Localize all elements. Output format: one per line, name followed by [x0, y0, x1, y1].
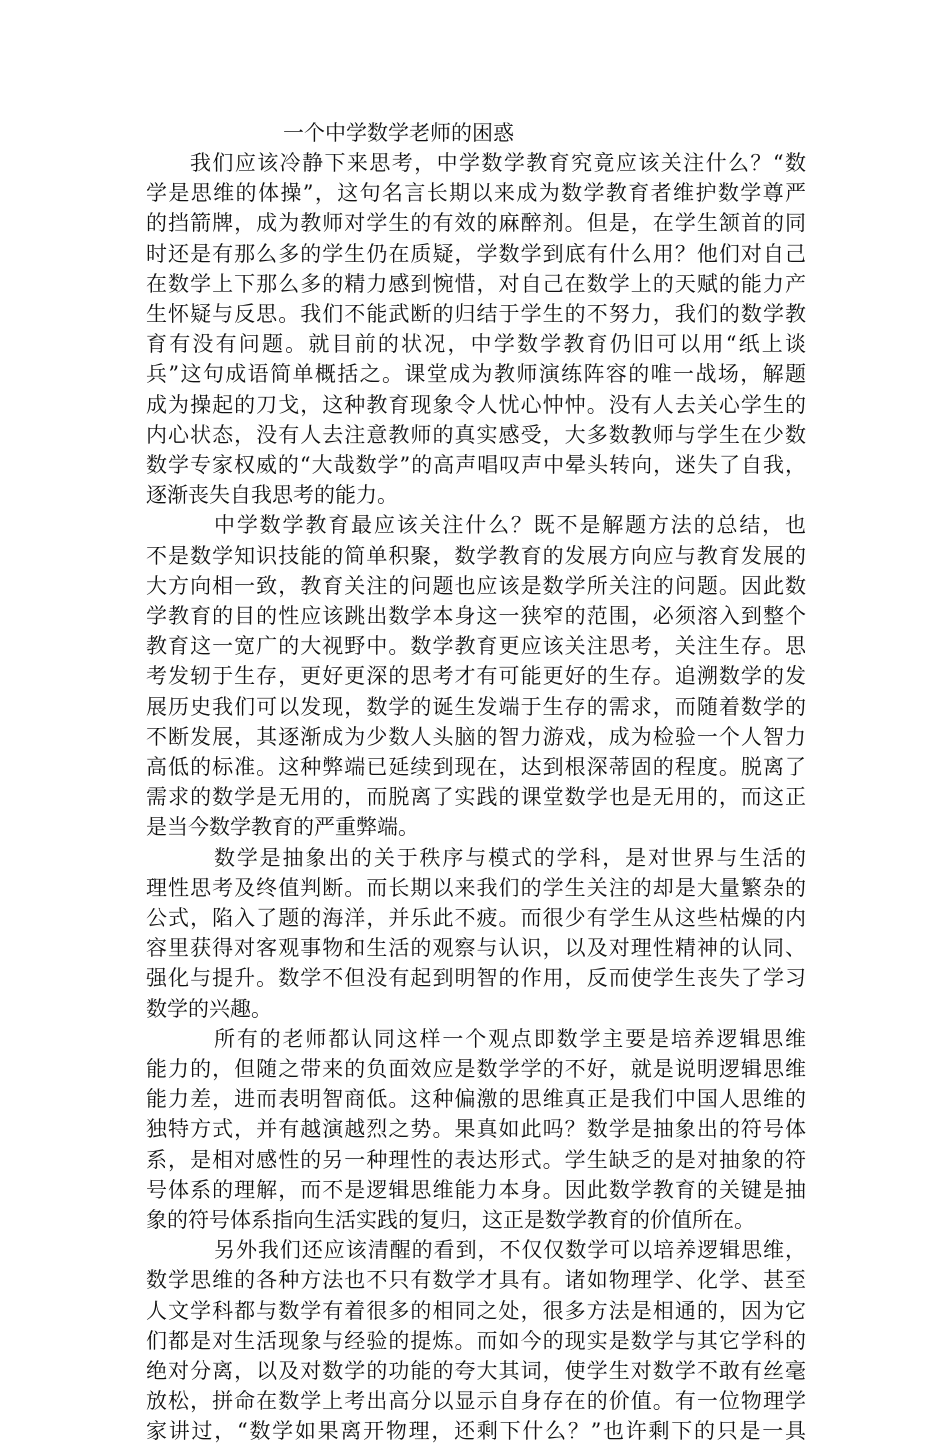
body-text-line: 们都是对生活现象与经验的提炼。而如今的现实是数学与其它学科的: [146, 1328, 806, 1353]
body-text-line: 数学是抽象出的关于秩序与模式的学科，是对世界与生活的: [214, 845, 806, 870]
body-text-line: 数学专家权威的“大哉数学”的高声唱叹声中晕头转向，迷失了自我，: [146, 453, 806, 477]
body-text-line: 不断发展，其逐渐成为少数人头脑的智力游戏，成为检验一个人智力: [146, 724, 806, 749]
body-text-line: 独特方式，并有越演越烈之势。果真如此吗？数学是抽象出的符号体: [146, 1117, 806, 1142]
body-text-line: 能力差，进而表明智商低。这种偏激的思维真正是我们中国人思维的: [146, 1087, 806, 1112]
body-text-line: 的挡箭牌，成为教师对学生的有效的麻醉剂。但是，在学生颔首的同: [146, 211, 806, 236]
body-text-line: 教育这一宽广的大视野中。数学教育更应该关注思考，关注生存。思: [146, 634, 806, 659]
body-text-line: 考发轫于生存，更好更深的思考才有可能更好的生存。追溯数学的发: [146, 664, 806, 689]
body-text-line: 我们应该冷静下来思考，中学数学教育究竟应该关注什么？“数: [190, 151, 806, 175]
body-text-line: 高低的标准。这种弊端已延续到现在，达到根深蒂固的程度。脱离了: [146, 755, 806, 779]
body-text-line: 数学的兴趣。: [146, 996, 272, 1021]
body-text-line: 学是思维的体操”，这句名言长期以来成为数学教育者维护数学尊严: [146, 181, 806, 206]
body-text-line: 容里获得对客观事物和生活的观察与认识，以及对理性精神的认同、: [146, 936, 806, 961]
body-text-line: 在数学上下那么多的精力感到惋惜，对自己在数学上的天赋的能力产: [146, 271, 806, 296]
body-text-line: 学教育的目的性应该跳出数学本身这一狭窄的范围，必须溶入到整个: [146, 604, 806, 628]
body-text-line: 不是数学知识技能的简单积聚，数学教育的发展方向应与教育发展的: [146, 543, 806, 568]
document-title: 一个中学数学老师的困惑: [283, 121, 514, 145]
body-text-line: 象的符号体系指向生活实践的复归，这正是数学教育的价值所在。: [146, 1208, 755, 1232]
body-text-line: 时还是有那么多的学生仍在质疑，学数学到底有什么用？他们对自己: [146, 241, 806, 266]
body-text-line: 能力的，但随之带来的负面效应是数学学的不好，就是说明逻辑思维: [146, 1057, 806, 1081]
body-text-line: 兵”这句成语简单概括之。课堂成为教师演练阵容的唯一战场，解题: [146, 362, 806, 387]
body-text-line: 展历史我们可以发现，数学的诞生发端于生存的需求，而随着数学的: [146, 694, 806, 719]
body-text-line: 公式，陷入了题的海洋，并乐此不疲。而很少有学生从这些枯燥的内: [146, 906, 806, 930]
body-text-line: 内心状态，没有人去注意教师的真实感受，大多数教师与学生在少数: [146, 422, 806, 447]
body-text-line: 逐渐丧失自我思考的能力。: [146, 483, 398, 508]
body-text-line: 所有的老师都认同这样一个观点即数学主要是培养逻辑思维: [214, 1026, 806, 1051]
body-text-line: 中学数学教育最应该关注什么？既不是解题方法的总结，也: [214, 513, 806, 538]
body-text-line: 系，是相对感性的另一种理性的表达形式。学生缺乏的是对抽象的符: [146, 1147, 806, 1172]
body-text-line: 数学思维的各种方法也不只有数学才具有。诸如物理学、化学、甚至: [146, 1268, 806, 1293]
body-text-line: 大方向相一致，教育关注的问题也应该是数学所关注的问题。因此数: [146, 573, 806, 598]
body-text-line: 人文学科都与数学有着很多的相同之处，很多方法是相通的，因为它: [146, 1298, 806, 1323]
body-text-line: 绝对分离，以及对数学的功能的夸大其词，使学生对数学不敢有丝毫: [146, 1359, 806, 1383]
body-text-line: 需求的数学是无用的，而脱离了实践的课堂数学也是无用的，而这正: [146, 785, 806, 810]
body-text-line: 成为操起的刀戈，这种教育现象令人忧心忡忡。没有人去关心学生的: [146, 392, 806, 417]
body-text-line: 育有没有问题。就目前的状况，中学数学教育仍旧可以用“纸上谈: [146, 332, 806, 357]
body-text-line: 号体系的理解，而不是逻辑思维能力本身。因此数学教育的关键是抽: [146, 1177, 806, 1202]
body-text-line: 生怀疑与反思。我们不能武断的归结于学生的不努力，我们的数学教: [146, 302, 806, 326]
body-text-line: 强化与提升。数学不但没有起到明智的作用，反而使学生丧失了学习: [146, 966, 806, 991]
body-text-line: 另外我们还应该清醒的看到，不仅仅数学可以培养逻辑思维，: [214, 1238, 806, 1263]
body-text-line: 放松，拼命在数学上考出高分以显示自身存在的价值。有一位物理学: [146, 1389, 806, 1414]
body-text-line: 理性思考及终值判断。而长期以来我们的学生关注的却是大量繁杂的: [146, 875, 806, 900]
body-text-line: 是当今数学教育的严重弊端。: [146, 815, 419, 840]
body-text-line: 家讲过，“数学如果离开物理，还剩下什么？”也许剩下的只是一具: [146, 1419, 806, 1444]
